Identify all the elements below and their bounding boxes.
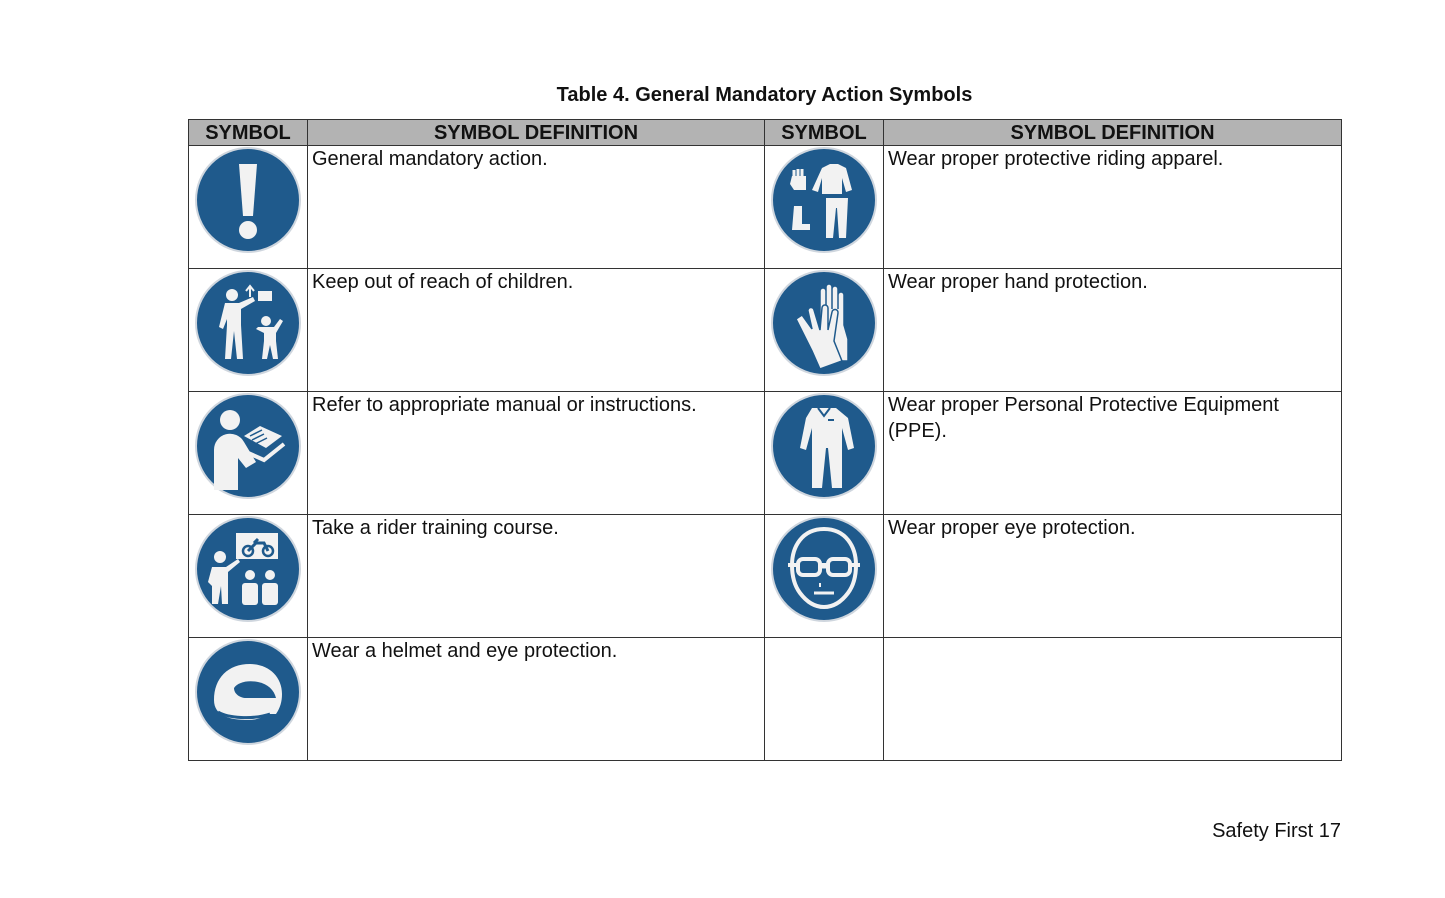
definition-cell: Take a rider training course. — [308, 515, 765, 638]
table-header-row — [189, 120, 1342, 146]
coverall-icon — [770, 392, 878, 500]
table-row — [189, 638, 1342, 761]
header-definition-left: SYMBOL DEFINITION — [308, 120, 765, 146]
symbol-cell — [189, 392, 308, 515]
read-manual-icon — [194, 392, 302, 500]
definition-cell: Wear proper protective riding apparel. — [884, 146, 1342, 269]
table-row — [189, 146, 1342, 269]
definition-cell: Refer to appropriate manual or instructions. — [308, 392, 765, 515]
header-definition-right: SYMBOL DEFINITION — [884, 120, 1342, 146]
symbol-cell — [189, 515, 308, 638]
riding-apparel-icon — [770, 146, 878, 254]
definition-cell: General mandatory action. — [308, 146, 765, 269]
definition-cell: Wear proper eye protection. — [884, 515, 1342, 638]
definition-cell: Keep out of reach of children. — [308, 269, 765, 392]
table-row — [189, 392, 1342, 515]
symbol-cell — [765, 146, 884, 269]
definition-cell-empty — [884, 638, 1342, 761]
exclamation-icon — [194, 146, 302, 254]
definition-cell: Wear proper hand protection. — [884, 269, 1342, 392]
table-row — [189, 515, 1342, 638]
mandatory-symbols-table — [188, 119, 1342, 761]
helmet-icon — [194, 638, 302, 746]
gloves-icon — [770, 269, 878, 377]
keep-away-children-icon — [194, 269, 302, 377]
page-footer: Safety First 17 — [1212, 820, 1341, 842]
goggles-icon — [770, 515, 878, 623]
symbol-cell — [189, 638, 308, 761]
symbol-cell — [765, 269, 884, 392]
table-row — [189, 269, 1342, 392]
symbol-cell — [189, 269, 308, 392]
symbol-cell — [765, 515, 884, 638]
header-symbol-right: SYMBOL — [765, 120, 884, 146]
header-symbol-left: SYMBOL — [189, 120, 308, 146]
symbol-cell — [189, 146, 308, 269]
symbol-cell — [765, 392, 884, 515]
definition-cell: Wear proper Personal Protective Equipment (PPE). — [884, 392, 1342, 515]
table-title: Table 4. General Mandatory Action Symbols — [556, 84, 973, 106]
rider-training-icon — [194, 515, 302, 623]
symbol-cell-empty — [765, 638, 884, 761]
definition-cell: Wear a helmet and eye protection. — [308, 638, 765, 761]
